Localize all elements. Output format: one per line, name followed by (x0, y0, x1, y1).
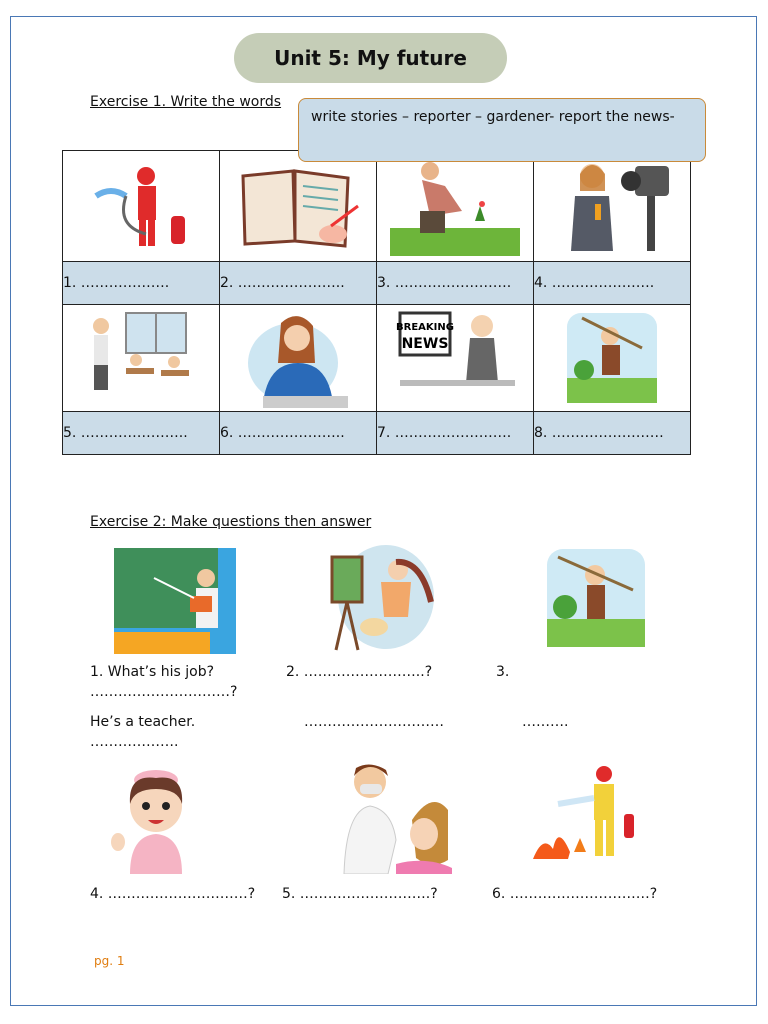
firefighter-image (63, 151, 220, 262)
open-book-writing-image (220, 151, 377, 262)
exercise1-table (62, 150, 691, 455)
word-bank: write stories – reporter – gardener- report the news- (298, 98, 706, 162)
gardener-with-rake-image (534, 305, 691, 412)
exercise2-heading: Exercise 2: Make questions then answer (90, 514, 372, 530)
question-3-number: 3. (496, 664, 510, 680)
reporter-image (534, 151, 691, 262)
question-4[interactable]: 4. …………………………? (90, 886, 256, 902)
page-number: pg. 1 (94, 954, 125, 968)
question-2[interactable]: 2. ……………………..? (286, 664, 433, 680)
answer-1[interactable]: 1. ………………. (63, 262, 220, 305)
answer-5[interactable]: 5. ………………….. (63, 412, 220, 455)
answer-4[interactable]: 4. …………………. (534, 262, 691, 305)
question-1: 1. What’s his job? (90, 664, 215, 680)
svg-text:BREAKING: BREAKING (396, 322, 454, 333)
page-title: Unit 5: My future (234, 33, 507, 83)
answer-q3-part2[interactable]: ………………. (90, 734, 179, 750)
answer-6[interactable]: 6. ………………….. (220, 412, 377, 455)
answer-q2[interactable]: ………………………… (304, 714, 444, 730)
answer-3[interactable]: 3. ……………………. (377, 262, 534, 305)
answer-q1: He’s a teacher. (90, 714, 196, 730)
question-6[interactable]: 6. …………………………? (492, 886, 658, 902)
answer-2[interactable]: 2. ………………….. (220, 262, 377, 305)
exercise1-heading: Exercise 1. Write the words (90, 94, 282, 110)
gardener-planting-image (377, 151, 534, 262)
gardener-image-2 (543, 545, 649, 653)
svg-text:NEWS: NEWS (401, 336, 449, 352)
question-5[interactable]: 5. ……………………….? (282, 886, 438, 902)
girl-writing-image (220, 305, 377, 412)
answer-8[interactable]: 8. …………………… (534, 412, 691, 455)
teacher-blackboard-image (114, 548, 236, 654)
dentist-image (336, 760, 452, 874)
breaking-news-image (377, 305, 534, 412)
classroom-teacher-image (63, 305, 220, 412)
answer-q3-part1[interactable]: ………. (522, 714, 569, 730)
nurse-image (108, 764, 198, 874)
answer-7[interactable]: 7. ……………………. (377, 412, 534, 455)
question-3[interactable]: …………………………? (90, 684, 238, 700)
firefighter-image-2 (528, 764, 648, 864)
painter-girl-image (326, 542, 436, 654)
